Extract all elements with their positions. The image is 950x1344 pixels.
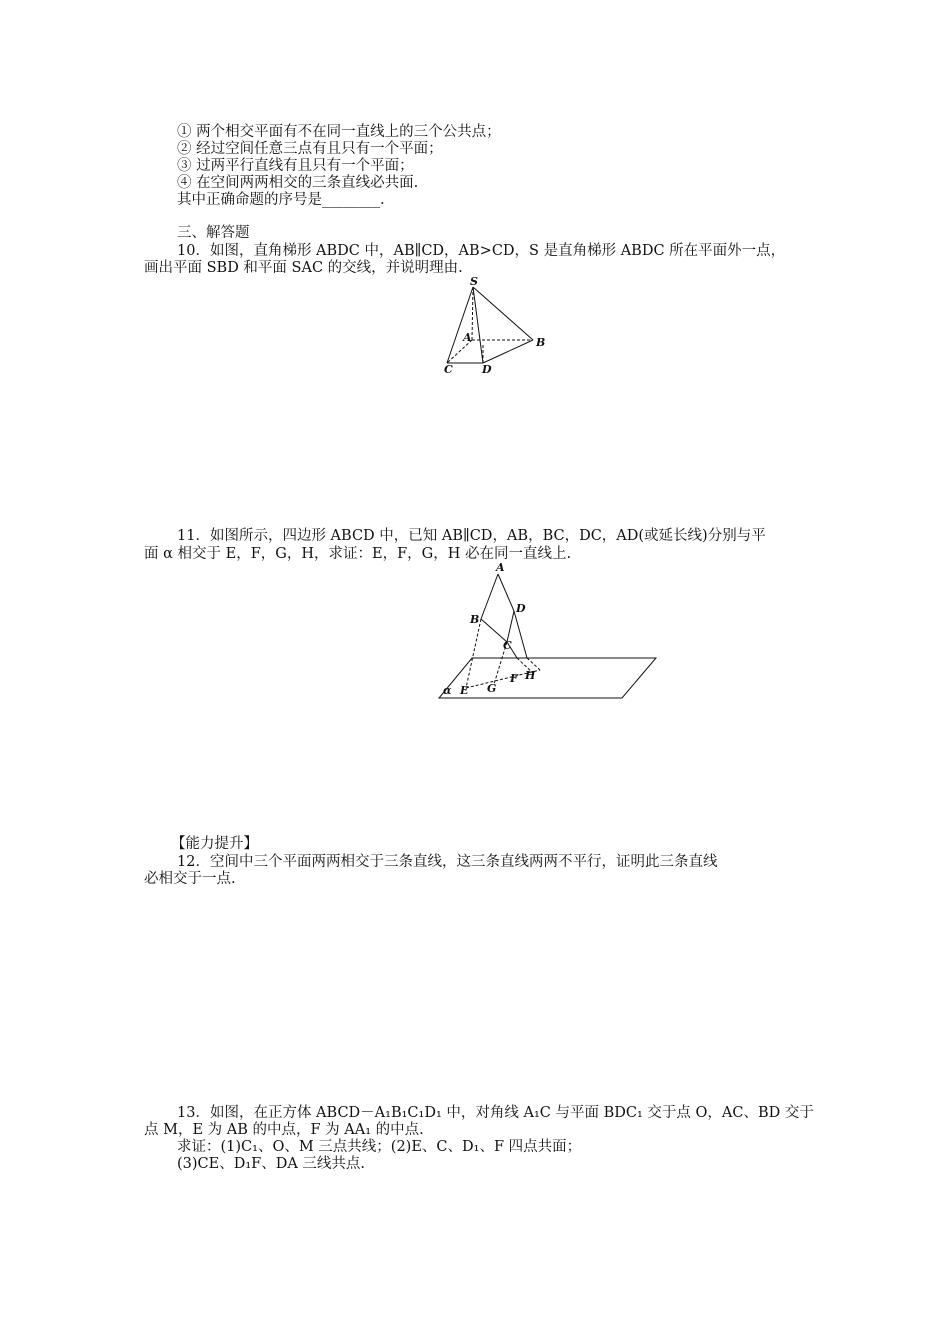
label-d: D bbox=[516, 602, 526, 615]
q12-line2: 必相交于一点. bbox=[144, 871, 236, 887]
section-title: 三、解答题 bbox=[177, 225, 250, 241]
q10-line1: 10．如图，直角梯形 ABDC 中，AB∥CD，AB>CD，S 是直角梯形 ABDC 所在平面外一点， bbox=[177, 243, 786, 259]
edge-dh bbox=[514, 611, 527, 658]
q11-quadrilateral-figure bbox=[434, 560, 660, 702]
edge-ad bbox=[498, 574, 514, 611]
ability-title: 【能力提升】 bbox=[171, 836, 258, 852]
label-alpha: α bbox=[443, 684, 452, 697]
label-g: G bbox=[487, 682, 497, 695]
label-c: C bbox=[503, 639, 512, 652]
label-a: A bbox=[463, 331, 472, 344]
label-b: B bbox=[470, 613, 480, 626]
edge-ab bbox=[481, 574, 498, 619]
q13-line3: 求证：(1)C₁、O、M 三点共线；(2)E、C、D₁、F 四点共面； bbox=[177, 1139, 582, 1155]
label-b: B bbox=[536, 336, 546, 349]
q11-line2: 面 α 相交于 E，F，G，H，求证：E，F，G，H 必在同一直线上. bbox=[144, 546, 572, 562]
label-s: S bbox=[470, 275, 478, 288]
q13-line1: 13．如图，在正方体 ABCD－A₁B₁C₁D₁ 中，对角线 A₁C 与平面 BDC₁ 交于点 O，AC、BD 交于 bbox=[177, 1105, 814, 1121]
edge-dc bbox=[507, 611, 514, 642]
edge-sa-hidden bbox=[472, 287, 473, 340]
edge-sd bbox=[473, 287, 483, 363]
q13-line4: (3)CE、D₁F、DA 三线共点. bbox=[177, 1156, 366, 1172]
statement-1: ① 两个相交平面有不在同一直线上的三个公共点； bbox=[177, 124, 501, 140]
statement-3: ③ 过两平行直线有且只有一个平面； bbox=[177, 158, 414, 174]
answer-prompt: 其中正确命题的序号是________. bbox=[177, 192, 385, 208]
q13-line2: 点 M，E 为 AB 的中点，F 为 AA₁ 的中点. bbox=[144, 1122, 424, 1138]
edge-db bbox=[483, 340, 533, 363]
label-e: E bbox=[460, 684, 469, 697]
dash-be bbox=[466, 619, 481, 688]
q10-line2: 画出平面 SBD 和平面 SAC 的交线，并说明理由. bbox=[144, 260, 463, 276]
label-c: C bbox=[444, 363, 453, 376]
statement-4: ④ 在空间两两相交的三条直线必共面. bbox=[177, 175, 419, 191]
q11-line1: 11．如图所示，四边形 ABCD 中，已知 AB∥CD，AB，BC，DC，AD(或延长线)分别与平 bbox=[177, 528, 766, 544]
edge-sb bbox=[473, 287, 533, 340]
label-d: D bbox=[482, 363, 492, 376]
label-h: H bbox=[525, 669, 536, 682]
label-f: F bbox=[510, 672, 518, 685]
q10-pyramid-figure bbox=[440, 274, 550, 376]
statement-2: ② 经过空间任意三点有且只有一个平面； bbox=[177, 141, 443, 157]
q12-line1: 12．空间中三个平面两两相交于三条直线，这三条直线两两不平行，证明此三条直线 bbox=[177, 854, 718, 870]
label-a: A bbox=[496, 561, 505, 574]
